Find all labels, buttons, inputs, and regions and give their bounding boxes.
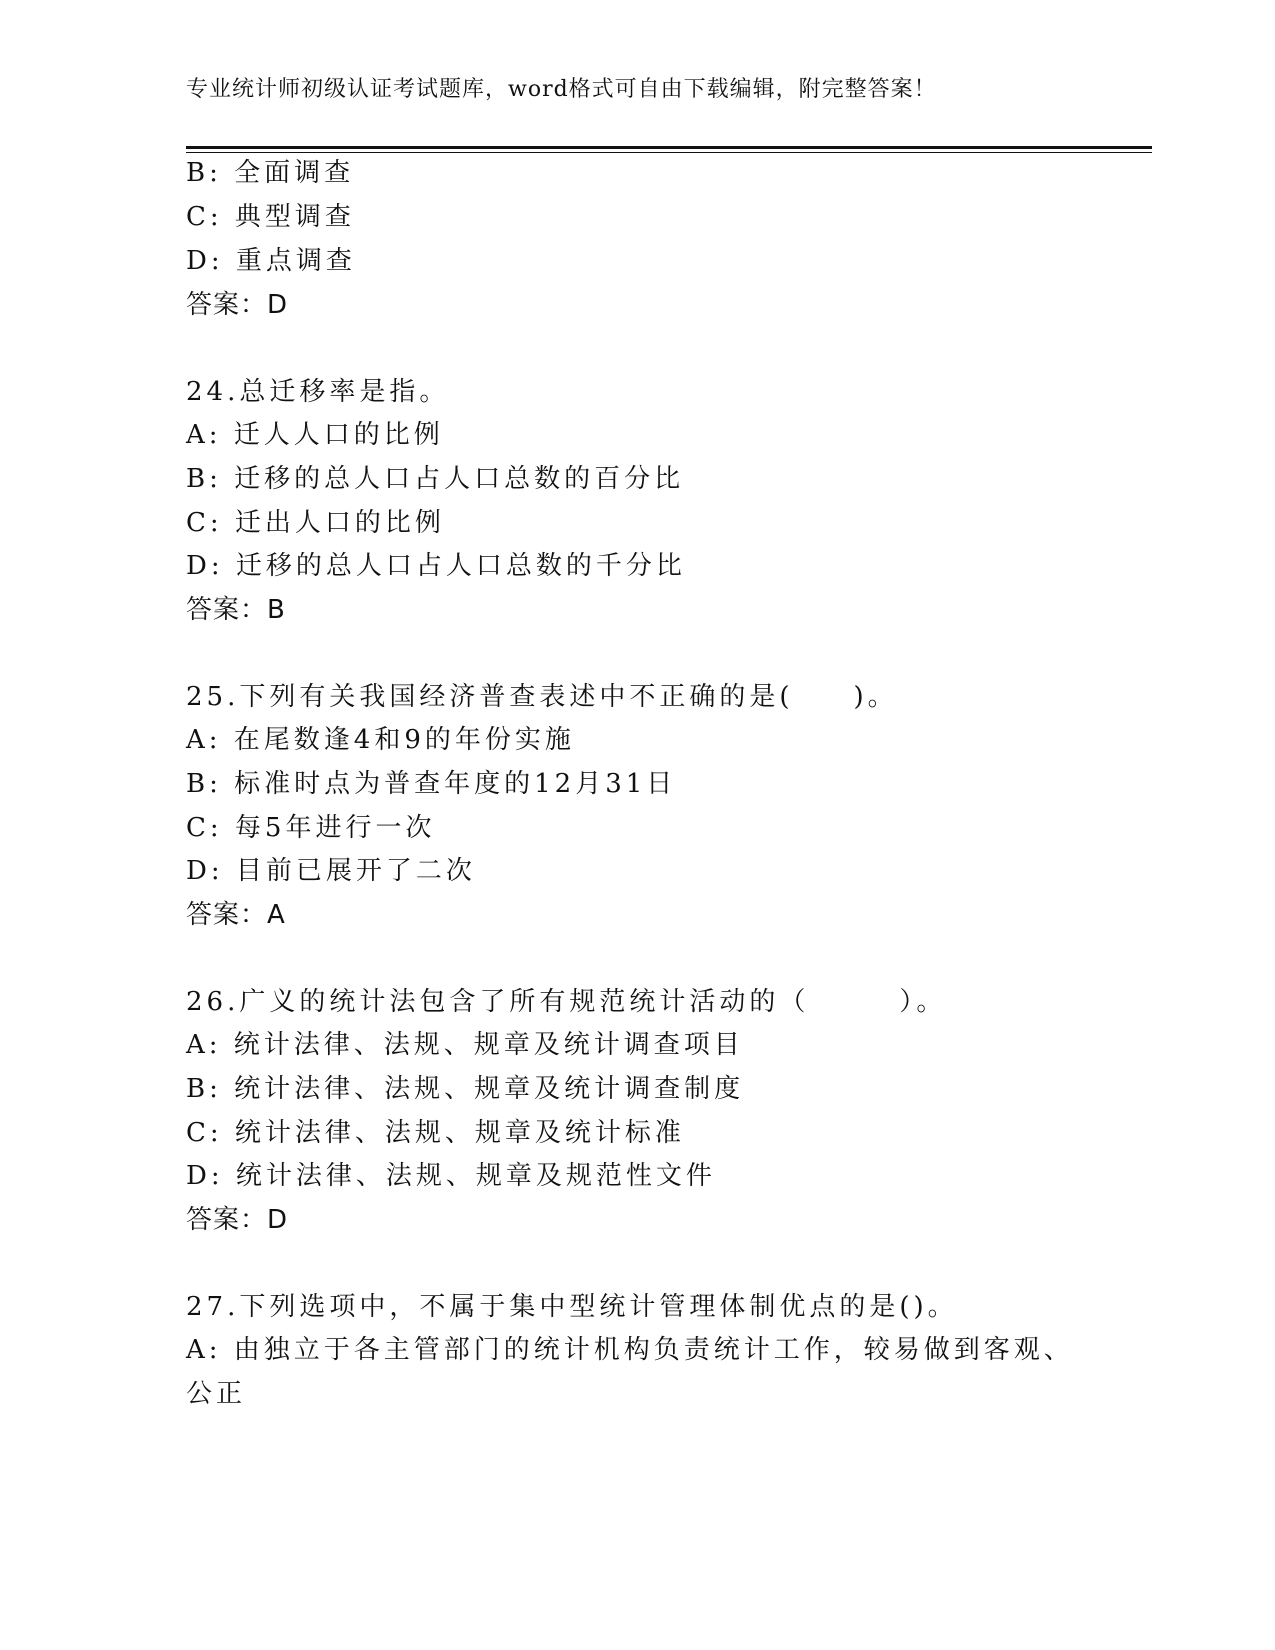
q24-question: 24.总迁移率是指。: [186, 377, 450, 407]
q23-option-d: D: 重点调查: [186, 246, 356, 276]
q25-option-d: D: 目前已展开了二次: [186, 856, 476, 886]
q26-option-a: A: 统计法律、法规、规章及统计调查项目: [186, 1030, 744, 1060]
q24-option-c: C: 迁出人口的比例: [186, 508, 445, 538]
q25-option-c: C: 每5年进行一次: [186, 813, 436, 843]
q25-option-b: B: 标准时点为普查年度的12月31日: [186, 769, 677, 799]
q26-option-d: D: 统计法律、法规、规章及规范性文件: [186, 1161, 716, 1191]
q24-option-a: A: 迁人人口的比例: [186, 420, 444, 450]
header-rule-thick: [186, 146, 1152, 149]
q26-answer: 答案：D: [186, 1205, 289, 1235]
q23-option-b: B: 全面调查: [186, 158, 355, 188]
q24-option-b: B: 迁移的总人口占人口总数的百分比: [186, 464, 685, 494]
q26-question: 26.广义的统计法包含了所有规范统计活动的（ ）。: [186, 987, 947, 1017]
q24-option-d: D: 迁移的总人口占人口总数的千分比: [186, 551, 686, 581]
q26-option-c: C: 统计法律、法规、规章及统计标准: [186, 1118, 685, 1148]
q27-option-a: A: 由独立于各主管部门的统计机构负责统计工作，较易做到客观、公正: [186, 1335, 1074, 1409]
q23-answer: 答案：D: [186, 290, 289, 320]
q24-answer: 答案：B: [186, 595, 286, 625]
q25-question: 25.下列有关我国经济普查表述中不正确的是( )。: [186, 682, 898, 712]
q25-option-a: A: 在尾数逢4和9的年份实施: [186, 725, 575, 755]
header-rule-thin: [186, 152, 1152, 153]
page-header: 专业统计师初级认证考试题库，word格式可自由下载编辑，附完整答案！: [186, 77, 937, 102]
q27-question: 27.下列选项中，不属于集中型统计管理体制优点的是()。: [186, 1292, 958, 1322]
q25-answer: 答案：A: [186, 900, 286, 930]
q26-option-b: B: 统计法律、法规、规章及统计调查制度: [186, 1074, 745, 1104]
q23-option-c: C: 典型调查: [186, 202, 355, 232]
